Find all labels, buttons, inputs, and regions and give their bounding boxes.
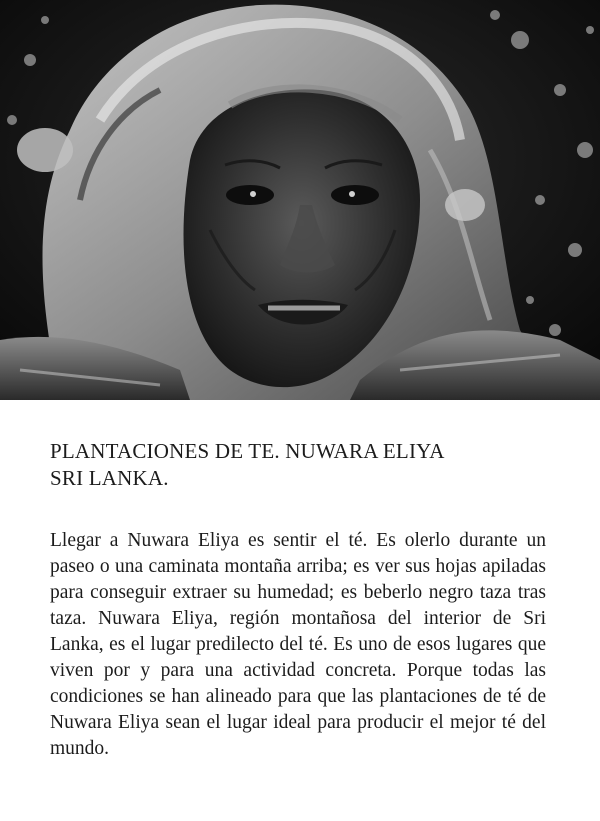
portrait-illustration <box>0 0 600 400</box>
title-line-2: SRI LANKA. <box>50 466 169 490</box>
article-title <box>50 438 546 492</box>
article <box>0 400 600 821</box>
title-line-1: PLANTACIONES DE TE. NUWARA ELIYA <box>50 439 445 463</box>
portrait-photo <box>0 0 600 400</box>
article-body: Llegar a Nuwara Eliya es sentir el té. Es olerlo durante un paseo o una caminata montaña arriba; es ver sus hojas apiladas para conseguir extraer su humedad; es beberlo negro taza tras taza. Nuwara Eliya, región montañosa del interior de Sri Lanka, es el lugar predilecto del té. Es uno de esos lugares que viven por y para una actividad concreta. Porque todas las condiciones se han alineado para que las plantaciones de té de Nuwara Eliya sean el lugar ideal para producir el mejor té del mundo. <box>50 530 546 759</box>
